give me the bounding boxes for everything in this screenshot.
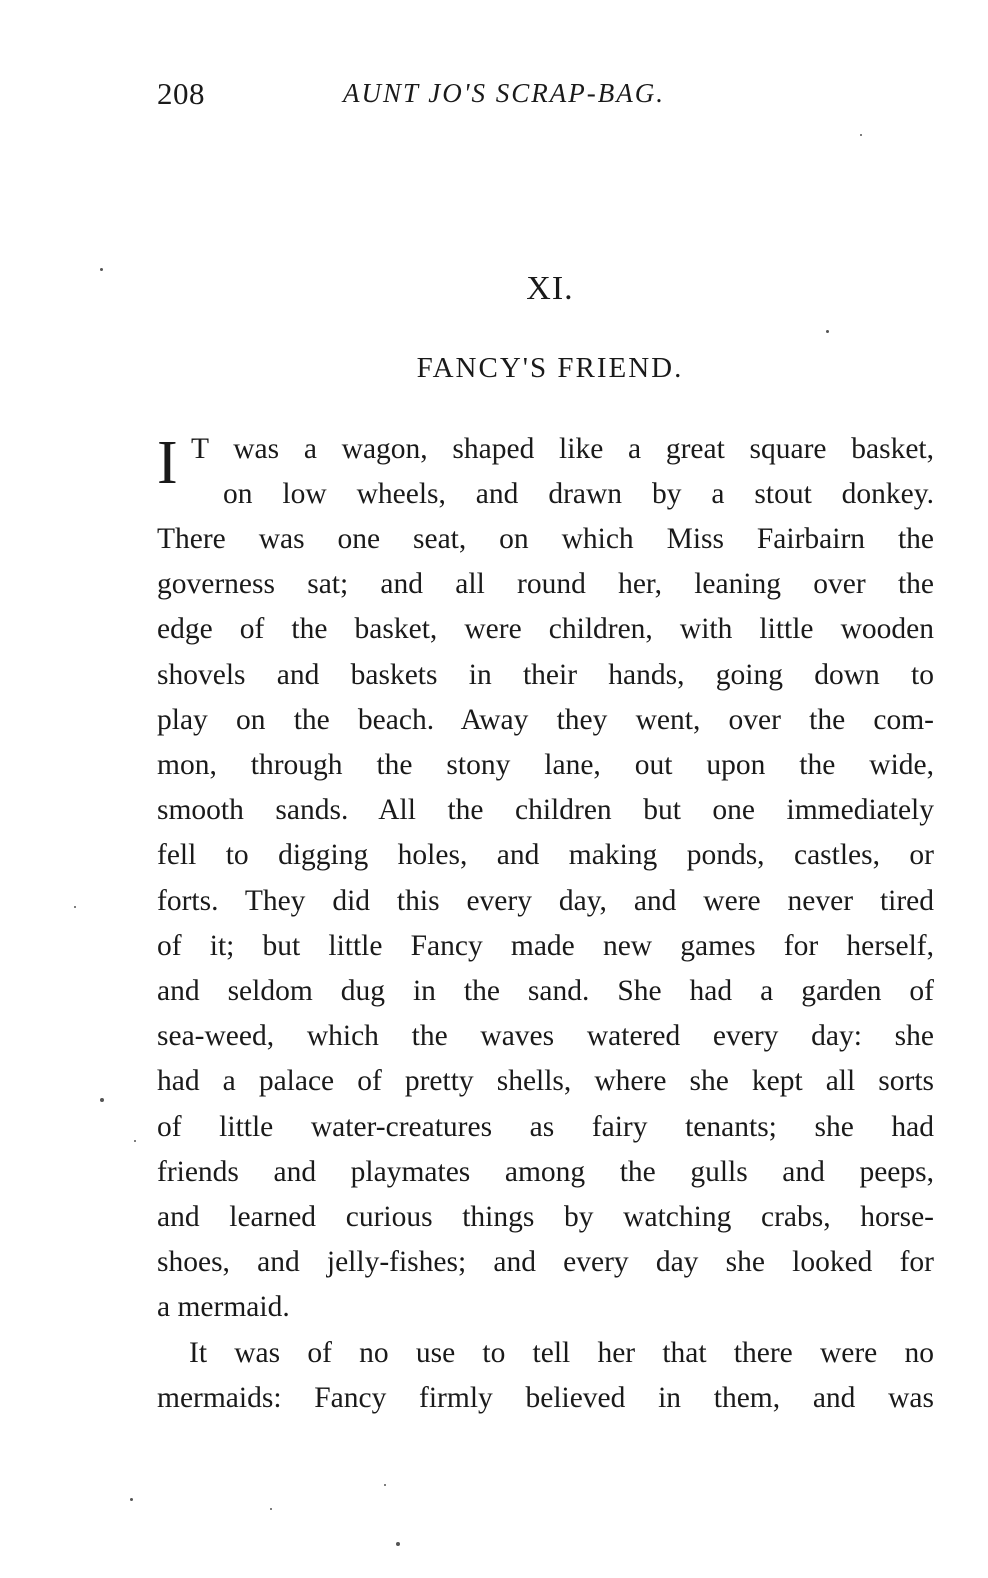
text-line: shovels and baskets in their hands, going down to (157, 658, 934, 691)
opening-lines (191, 427, 934, 517)
text-line: T was a wagon, shaped like a great square basket, (191, 433, 934, 465)
scan-speck (270, 1508, 272, 1510)
text-line: There was one seat, on which Miss Fairbairn the (157, 523, 934, 555)
scan-speck (100, 268, 103, 271)
scan-speck (860, 134, 862, 136)
scan-speck (100, 1098, 104, 1102)
chapter-number: XI. (526, 270, 574, 307)
text-line: a mermaid. (157, 1291, 290, 1324)
text-line: forts. They did this every day, and were never tired (157, 884, 934, 917)
scan-speck (384, 1484, 386, 1486)
text-line: of it; but little Fancy made new games for herself, (157, 929, 934, 962)
text-line: mon, through the stony lane, out upon the wide, (157, 749, 934, 782)
text-line: sea-weed, which the waves watered every day: she (157, 1020, 934, 1053)
text-line: edge of the basket, were children, with little wooden (157, 613, 934, 646)
scan-speck (74, 906, 76, 908)
text-line: mermaids: Fancy firmly believed in them, and was (157, 1381, 934, 1414)
page-number: 208 (157, 76, 205, 111)
text-line: of little water-creatures as fairy tenants; she had (157, 1110, 934, 1143)
text-line: governess sat; and all round her, leaning over the (157, 568, 934, 601)
scan-speck (130, 1498, 133, 1501)
scan-speck (134, 1140, 136, 1142)
text-line: and seldom dug in the sand. She had a garden of (157, 975, 934, 1008)
text-line: It was of no use to tell her that there were no (189, 1336, 934, 1369)
text-line: and learned curious things by watching crabs, horse- (157, 1201, 934, 1234)
text-line: on low wheels, and drawn by a stout donkey. (223, 478, 934, 511)
chapter-title: FANCY'S FRIEND. (416, 352, 684, 384)
drop-cap: I (157, 429, 178, 497)
scan-speck (826, 330, 829, 333)
paragraph-body (157, 517, 934, 1421)
text-line: fell to digging holes, and making ponds, castles, or (157, 839, 934, 872)
text-line: play on the beach. Away they went, over the com- (157, 703, 934, 736)
running-title: AUNT JO'S SCRAP-BAG. (343, 78, 665, 108)
text-line: had a palace of pretty shells, where she kept all sorts (157, 1065, 934, 1098)
text-line: shoes, and jelly-fishes; and every day she looked for (157, 1246, 934, 1279)
text-line: smooth sands. All the children but one immediately (157, 794, 934, 827)
scan-speck (396, 1542, 400, 1546)
text-line: friends and playmates among the gulls and peeps, (157, 1155, 934, 1188)
